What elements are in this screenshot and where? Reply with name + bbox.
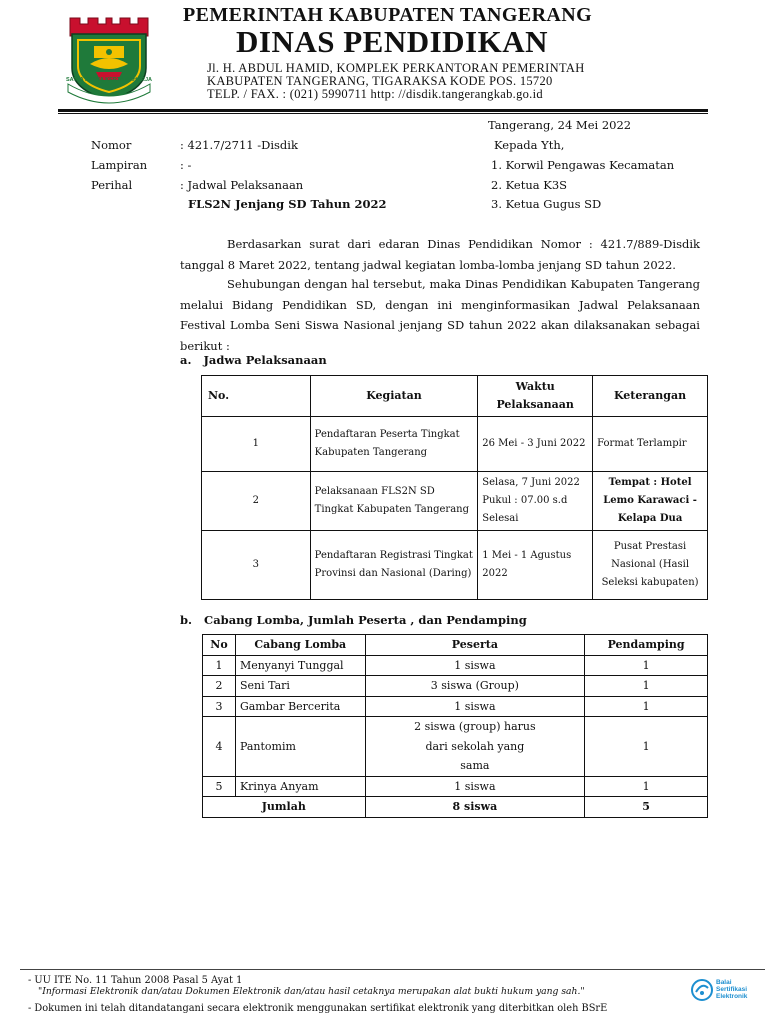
footer-line-2: "Informasi Elektronik dan/atau Dokumen Elektronik dan/atau hasil cetaknya merupakan alat bukti hukum yang sah."	[38, 986, 585, 997]
header-keterangan: Keterangan	[593, 376, 708, 417]
total-peserta: 8 siswa	[365, 797, 585, 818]
table-row	[202, 472, 708, 531]
row-no: 2	[202, 472, 311, 531]
row-no: 3	[203, 696, 236, 717]
branch-table	[202, 634, 708, 818]
header-government: PEMERINTAH KABUPATEN TANGERANG	[183, 4, 593, 26]
header-rule-thick	[58, 109, 708, 112]
row-no: 4	[203, 717, 236, 777]
table-row	[202, 417, 708, 472]
perihal-label: Perihal	[91, 178, 133, 192]
kepada: Kepada Yth,	[494, 138, 565, 152]
table-row	[203, 676, 708, 697]
row-kegiatan: Pelaksanaan FLS2N SD Tingkat Kabupaten Tangerang	[310, 472, 478, 531]
row-cabang: Gambar Bercerita	[235, 696, 365, 717]
table-row	[203, 696, 708, 717]
table-row	[203, 776, 708, 797]
recipient-3: 3. Ketua Gugus SD	[491, 197, 602, 211]
total-pendamping: 5	[585, 797, 708, 818]
regency-logo	[66, 12, 152, 104]
row-pendamping: 1	[585, 696, 708, 717]
total-label: Jumlah	[203, 797, 366, 818]
row-no: 5	[203, 776, 236, 797]
bsre-text-1: Balai	[716, 979, 732, 986]
footer-line-3: - Dokumen ini telah ditandatangani secara elektronik menggunakan sertifikat elektronik yang diterbitkan oleh BSrE	[28, 1003, 608, 1014]
row-no: 1	[202, 417, 311, 472]
header-address	[207, 62, 585, 101]
para2-line-2: melalui Bidang Pendidikan SD, dengan ini menginformasikan Jadwal Pelaksanaan	[180, 297, 700, 312]
perihal-value: : Jadwal Pelaksanaan	[180, 178, 304, 192]
address-line-3: TELP. / FAX. : (021) 5990711 http: //disdik.tangerangkab.go.id	[207, 87, 543, 101]
logo-motto: SATYA KARYA KERTA RAHARJA	[66, 77, 152, 83]
paragraph-1	[180, 234, 700, 275]
row-peserta: 1 siswa	[365, 776, 585, 797]
header-no: No.	[202, 376, 311, 417]
lampiran-label: Lampiran	[91, 158, 148, 172]
para2-line-4: berikut :	[180, 338, 230, 353]
row-pendamping: 1	[585, 655, 708, 676]
para2-line-3: Festival Lomba Seni Siswa Nasional jenjang SD tahun 2022 akan dilaksanakan sebagai	[180, 318, 700, 332]
row-keterangan: Pusat Prestasi Nasional (Hasil Seleksi kabupaten)	[593, 531, 708, 600]
row-pendamping: 1	[585, 676, 708, 697]
row-kegiatan: Pendaftaran Registrasi Tingkat Provinsi dan Nasional (Daring)	[310, 531, 478, 600]
paragraph-2	[180, 274, 700, 356]
row-waktu: 1 Mei - 1 Agustus 2022	[478, 531, 593, 600]
recipient-2: 2. Ketua K3S	[491, 178, 568, 192]
total-row	[203, 797, 708, 818]
header-rule-thin	[58, 113, 708, 114]
row-peserta: 1 siswa	[365, 655, 585, 676]
bsre-text-3: Elektronik	[716, 993, 748, 1000]
table-row	[202, 531, 708, 600]
header-pendamping: Pendamping	[585, 635, 708, 656]
section-a-heading: a. Jadwa Pelaksanaan	[180, 353, 327, 367]
row-cabang: Seni Tari	[235, 676, 365, 697]
row-cabang: Krinya Anyam	[235, 776, 365, 797]
para1-line-1: Berdasarkan surat dari edaran Dinas Pendidikan Nomor : 421.7/889-Disdik	[227, 237, 700, 251]
row-pendamping: 1	[585, 776, 708, 797]
schedule-header-row	[202, 376, 708, 417]
row-keterangan: Format Terlampir	[593, 417, 708, 472]
row-waktu: Selasa, 7 Juni 2022 Pukul : 07.00 s.d Selesai	[478, 472, 593, 531]
header-kegiatan: Kegiatan	[310, 376, 478, 417]
row-pendamping: 1	[585, 717, 708, 777]
bsre-logo-icon	[690, 978, 714, 1002]
recipient-1: 1. Korwil Pengawas Kecamatan	[491, 158, 675, 172]
perihal-subject: FLS2N Jenjang SD Tahun 2022	[188, 197, 387, 211]
row-peserta: 3 siswa (Group)	[365, 676, 585, 697]
address-line-1: Jl. H. ABDUL HAMID, KOMPLEK PERKANTORAN PEMERINTAH	[207, 61, 585, 75]
header-cabang: Cabang Lomba	[235, 635, 365, 656]
row-kegiatan: Pendaftaran Peserta Tingkat Kabupaten Tangerang	[310, 417, 478, 472]
bsre-text-2: Sertifikasi	[716, 986, 748, 993]
footer-rule	[20, 969, 765, 970]
bsre-logo-text	[716, 979, 747, 1000]
lampiran-value: : -	[180, 158, 192, 172]
row-no: 3	[202, 531, 311, 600]
row-waktu: 26 Mei - 3 Juni 2022	[478, 417, 593, 472]
footer-line-1: - UU ITE No. 11 Tahun 2008 Pasal 5 Ayat 1	[28, 975, 243, 986]
nomor-value: : 421.7/2711 -Disdik	[180, 138, 298, 152]
address-line-2: KABUPATEN TANGERANG, TIGARAKSA KODE POS. 15720	[207, 74, 553, 88]
row-cabang: Pantomim	[235, 717, 365, 777]
header-peserta: Peserta	[365, 635, 585, 656]
header-agency: DINAS PENDIDIKAN	[236, 24, 549, 59]
header-waktu: Waktu Pelaksanaan	[478, 376, 593, 417]
table-row	[203, 717, 708, 777]
header-no: No	[203, 635, 236, 656]
section-b-heading: b. Cabang Lomba, Jumlah Peserta , dan Pendamping	[180, 613, 527, 627]
nomor-label: Nomor	[91, 138, 132, 152]
row-cabang: Menyanyi Tunggal	[235, 655, 365, 676]
row-no: 2	[203, 676, 236, 697]
schedule-table	[201, 375, 708, 600]
table-row	[203, 655, 708, 676]
row-peserta: 2 siswa (group) harus dari sekolah yang sama	[365, 717, 585, 777]
para2-line-1: Sehubungan dengan hal tersebut, maka Dinas Pendidikan Kabupaten Tangerang	[227, 277, 700, 291]
row-keterangan: Tempat : Hotel Lemo Karawaci - Kelapa Dua	[593, 472, 708, 531]
row-peserta: 1 siswa	[365, 696, 585, 717]
place-date: Tangerang, 24 Mei 2022	[488, 118, 632, 132]
row-no: 1	[203, 655, 236, 676]
branch-header-row	[203, 635, 708, 656]
para1-line-2: tanggal 8 Maret 2022, tentang jadwal kegiatan lomba-lomba jenjang SD tahun 2022.	[180, 257, 676, 272]
